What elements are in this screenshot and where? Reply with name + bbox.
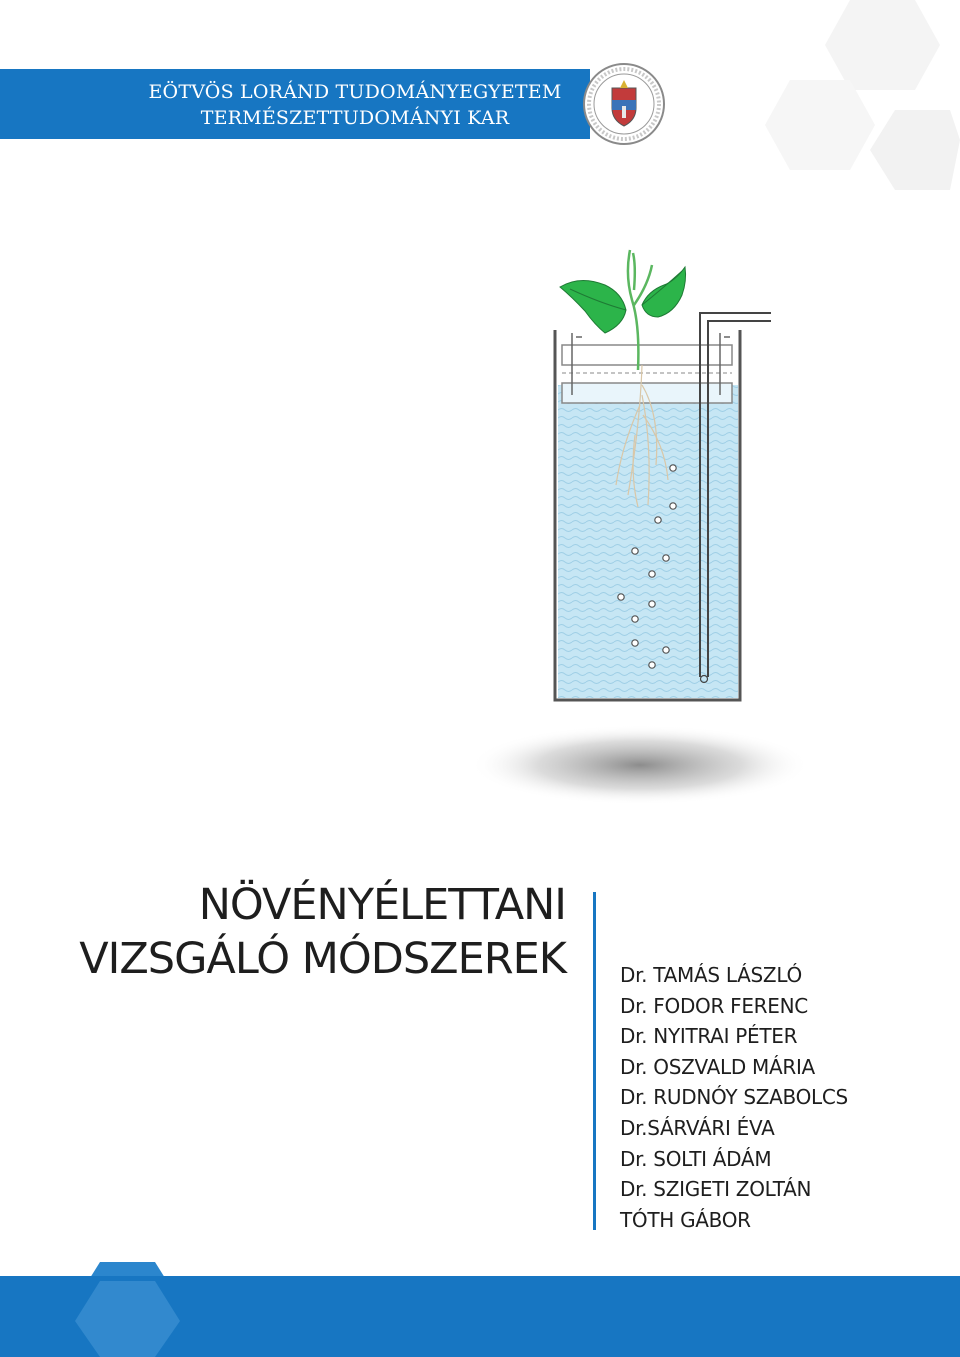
container-shadow — [470, 725, 810, 805]
university-name: EÖTVÖS LORÁND TUDOMÁNYEGYETEM — [148, 81, 562, 103]
author-name: Dr.SÁRVÁRI ÉVA — [620, 1115, 775, 1140]
faculty-name: TERMÉSZETTUDOMÁNYI KAR — [200, 107, 510, 129]
author-name: Dr. FODOR FERENC — [620, 993, 808, 1018]
author-name: Dr. SZIGETI ZOLTÁN — [620, 1177, 812, 1202]
author-name: Dr. SOLTI ÁDÁM — [620, 1146, 772, 1171]
book-title — [79, 878, 566, 986]
title-line-1: NÖVÉNYÉLETTANI — [198, 880, 566, 930]
footer-hexagon-icon — [60, 1276, 200, 1357]
vertical-divider — [593, 892, 596, 1230]
author-name: Dr. NYITRAI PÉTER — [620, 1024, 798, 1049]
title-line-2: VIZSGÁLÓ MÓDSZEREK — [79, 934, 566, 984]
university-seal-icon — [582, 62, 666, 146]
hydroponic-plant-illustration — [390, 245, 920, 855]
author-name: TÓTH GÁBOR — [620, 1207, 751, 1232]
author-name: Dr. TAMÁS LÁSZLÓ — [620, 963, 802, 987]
author-name: Dr. OSZVALD MÁRIA — [620, 1054, 815, 1079]
author-name: Dr. RUDNÓY SZABOLCS — [620, 1085, 848, 1110]
background-hexagon-pattern — [700, 0, 960, 200]
author-list — [620, 960, 848, 1235]
nutrient-solution — [558, 385, 738, 698]
